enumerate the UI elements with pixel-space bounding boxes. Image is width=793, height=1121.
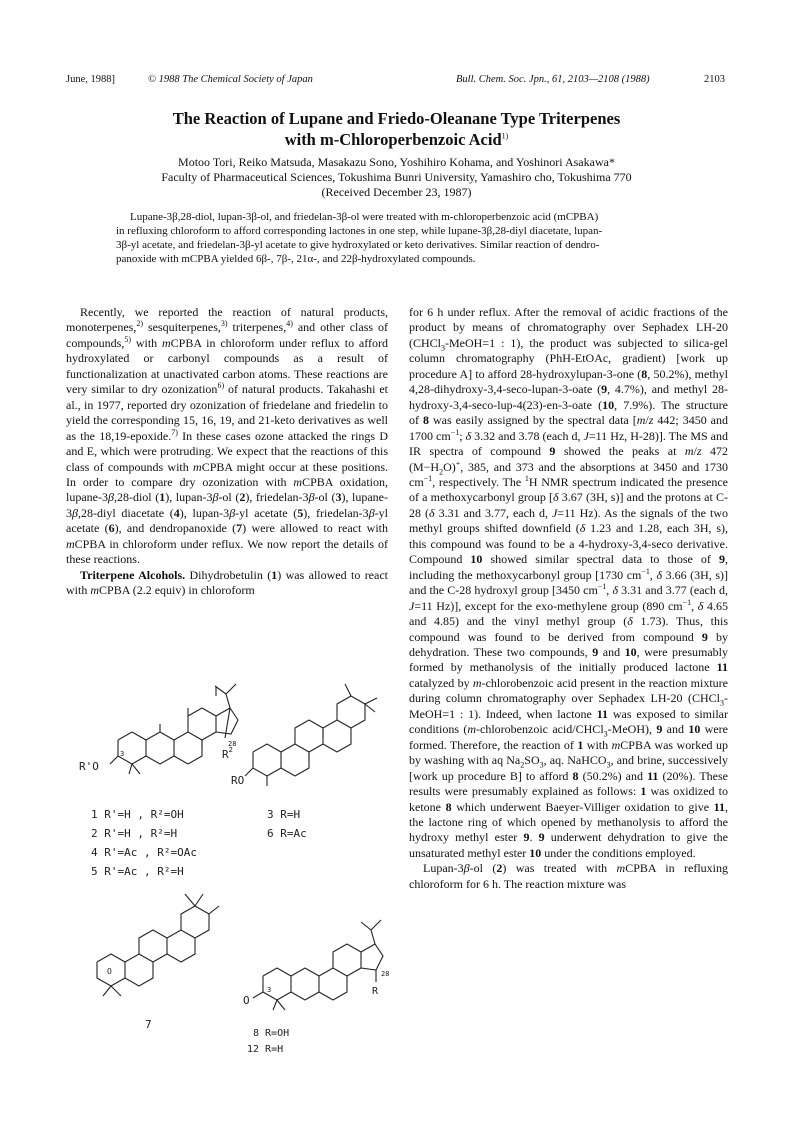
legend-compounds-left <box>91 808 197 878</box>
left-column-text <box>66 305 388 599</box>
author-list: Motoo Tori, Reiko Matsuda, Masakazu Sono, Yoshihiro Kohama, and Yoshinori Asakawa* <box>178 155 615 169</box>
journal-text: Bull. Chem. Soc. Jpn., 61, 2103—2108 (1988) <box>456 74 650 85</box>
label-r1o: R'O <box>79 760 99 773</box>
paragraph-continued: for 6 h under reflux. After the removal of acidic fractions of the product by means of chromatography over Sephadex LH-20 (CHCl$_3$-MeOH=1 : 1), the product was subjected to silica-gel column chromatography (PhH-EtOAc, gradient) [work up procedure A] to afford 28-hydroxylupan-3-one (8, 50.2%), methyl 4,28-dihydroxy-3,4-seco-lupan-3-oate (9, 4.7%), and methyl 28-hydroxy-3,4-seco-lup-4(23)-en-3-oate (10, 7.9%). The structure of 8 was easily assigned by the spectral data [m/z 442; 3450 and 1700 $cm^{-1}$; δ 3.32 and 3.78 (each d, J=11 Hz, H-28)]. The MS and IR spectra of compound 9 showed the peaks at m/z 472 $(M-H_2O)^+$, 385, and 373 and the absorptions at 3450 and 1730 $cm^{-1}$, respectively. The $^1$H NMR spectrum indicated the presence of a methoxycarbonyl group [δ 3.67 (3H, s)] and the protons at C-28 (δ 3.31 and 3.77, each d, J=11 Hz). As the signals of the two methyl groups shifted downfield (δ 1.23 and 1.28, each 3H, s), this compound was found to be a 4-hydroxy-3,4-seco derivative. Compound 10 showed similar spectral data to those of 9, including the methoxycarbonyl group [1730 $cm^{-1}$, δ 3.66 (3H, s)] and the C-28 hydroxyl group [3450 $cm^{-1}$, δ 3.31 and 3.77 (each d, J=11 Hz)], except for the exo-methylene group (890 $cm^{-1}$, δ 4.65 and 4.85) and the vinyl methyl group (δ 1.73). Thus, this compound was found to be derived from compound 9 by dehydration. These two compounds, 9 and 10, were presumably formed by methanolysis of the initially produced lactone 11 catalyzed by m-chlorobenzoic acid present in the reaction mixture during column chromatography over Sephadex LH-20 (CHCl$_3$-MeOH=1 : 1). Indeed, when lactone 11 was exposed to similar conditions (m-chlorobenzoic acid/CHCl$_3$-MeOH), 9 and 10 were formed. Therefore, the reaction of 1 with mCPBA was worked up by washing with aq $Na_2SO_3$, aq. NaHCO$_3$, and brine, successively [work up procedure B] to afford 8 (50.2%) and 11 (20%). These results were presumably explained as follows: 1 was oxidized to ketone 8 which underwent Baeyer-Villiger oxidation to give 11, the lactone ring of which opened by methanolysis to afford the hydroxy methyl ester 9. 9 underwent dehydration to give the unsaturated methyl ester 10 under the conditions employed. <box>409 305 729 860</box>
legend-compound: 3 R=H <box>267 808 301 821</box>
dendropanoxide-skeleton <box>97 894 219 996</box>
affiliation: Faculty of Pharmaceutical Sciences, Tokushima Bunri University, Yamashiro cho, Tokushima 770 <box>161 170 632 184</box>
title-footnote: 1) <box>501 131 509 141</box>
abstract-line: Lupane-3β,28-diol, lupan-3β-ol, and friedelan-3β-ol were treated with m-chloroperbenzoic acid (mCPBA) <box>130 211 599 223</box>
label-r2 <box>222 746 233 761</box>
lupane-skeleton-2 <box>253 920 383 1010</box>
structure-labels-1 <box>79 740 236 773</box>
legend-compound: 12 R=H <box>247 1044 284 1055</box>
paper-title-line1: The Reaction of Lupane and Friedo-Oleanane Type Triterpenes <box>172 109 621 128</box>
legend-compound: 4 R'=Ac , R²=OAc <box>91 846 197 859</box>
title-line2-text: with m-Chloroperbenzoic Acid <box>284 130 502 149</box>
label-r: R <box>372 986 379 997</box>
abstract-line: in refluxing chloroform to afford corresponding lactones in one step, while lupane-3β,28-diyl diacetate, lupan- <box>116 225 603 237</box>
paragraph-lupanol: Lupan-3β-ol (2) was treated with mCPBA in refluxing chloroform for 6 h. The reaction mixture was <box>409 861 728 891</box>
abstract-line: panoxide with mCPBA yielded 6β-, 7β-, 21α-, and 22β-hydroxylated compounds. <box>116 253 476 265</box>
label-c28: 28 <box>228 740 237 748</box>
label-ketone-o: O <box>243 994 250 1007</box>
label-oxygen: O <box>107 967 112 976</box>
label-compound-7: 7 <box>145 1018 152 1031</box>
structures-figure <box>79 680 395 1080</box>
header-date: June, 1988] <box>66 74 115 85</box>
right-column-text <box>409 305 728 892</box>
paragraph-triterpene-alcohols: Triterpene Alcohols. Dihydrobetulin (1) was allowed to react with mCPBA (2.2 equiv) in chloroform <box>66 567 388 598</box>
legend-compound: 6 R=Ac <box>267 827 307 840</box>
legend-compound: 2 R'=H , R²=H <box>91 827 178 840</box>
legend-compound: 8 R=OH <box>253 1028 290 1039</box>
legend-compounds-bottom <box>247 1028 289 1055</box>
abstract-line: 3β-yl acetate, and friedelan-3β-yl acetate to give hydroxylated or keto derivatives. Similar reaction of dendro- <box>116 239 600 251</box>
label-ro: RO <box>231 774 245 787</box>
friedelane-skeleton <box>245 684 377 786</box>
label-c28: 28 <box>381 970 390 978</box>
legend-compounds-right <box>267 808 307 840</box>
abstract <box>116 210 696 266</box>
received-date: (Received December 23, 1987) <box>321 185 472 199</box>
label-r2-sup: 2 <box>228 746 233 754</box>
copyright-text: © 1988 The Chemical Society of Japan <box>148 74 313 85</box>
lupane-skeleton-1 <box>110 684 238 774</box>
paper-title-line2 <box>0 129 793 150</box>
label-r2-letter: R <box>222 748 229 761</box>
header-page-number: 2103 <box>704 74 725 85</box>
label-c3: 3 <box>267 986 272 994</box>
structure-labels-2 <box>243 970 389 1007</box>
legend-compound: 1 R'=H , R²=OH <box>91 808 184 821</box>
header-journal <box>456 74 650 85</box>
paragraph-intro: Recently, we reported the reaction of natural products, monoterpenes,$^{2)}$ sesquiterpenes,$^{3)}$ triterpenes,$^{4)}$ and other class of compounds,$^{5)}$ with mCPBA in chloroform under reflux to afford hydroxylated or carbonyl compounds as a result of functionalization at unactivated carbon atoms. These reactions are very similar to dry ozonization$^{6)}$ of natural products. Takahashi et al., in 1977, reported dry ozonization of friedelane and friedelin to yield the corresponding 15, 16, 19, and 21-keto derivatives as well as the 18,19-epoxide.$^{7)}$ In these cases ozone attacked the rings D and E, which were protruding. We expect that the reactions of this class of compounds with mCPBA might occur at these positions. In order to compare dry ozonization with mCPBA oxidation, lupane-3β,28-diol (1), lupan-3β-ol (2), friedelan-3β-ol (3), lupane-3β,28-diyl diacetate (4), lupan-3β-yl acetate (5), friedelan-3β-yl acetate (6), and dendropanoxide (7) were allowed to react with mCPBA in chloroform under reflux. We now report the details of these reactions. <box>66 305 389 567</box>
legend-compound: 5 R'=Ac , R²=H <box>91 865 184 878</box>
label-c3: 3 <box>120 750 125 758</box>
header-copyright <box>148 74 313 85</box>
